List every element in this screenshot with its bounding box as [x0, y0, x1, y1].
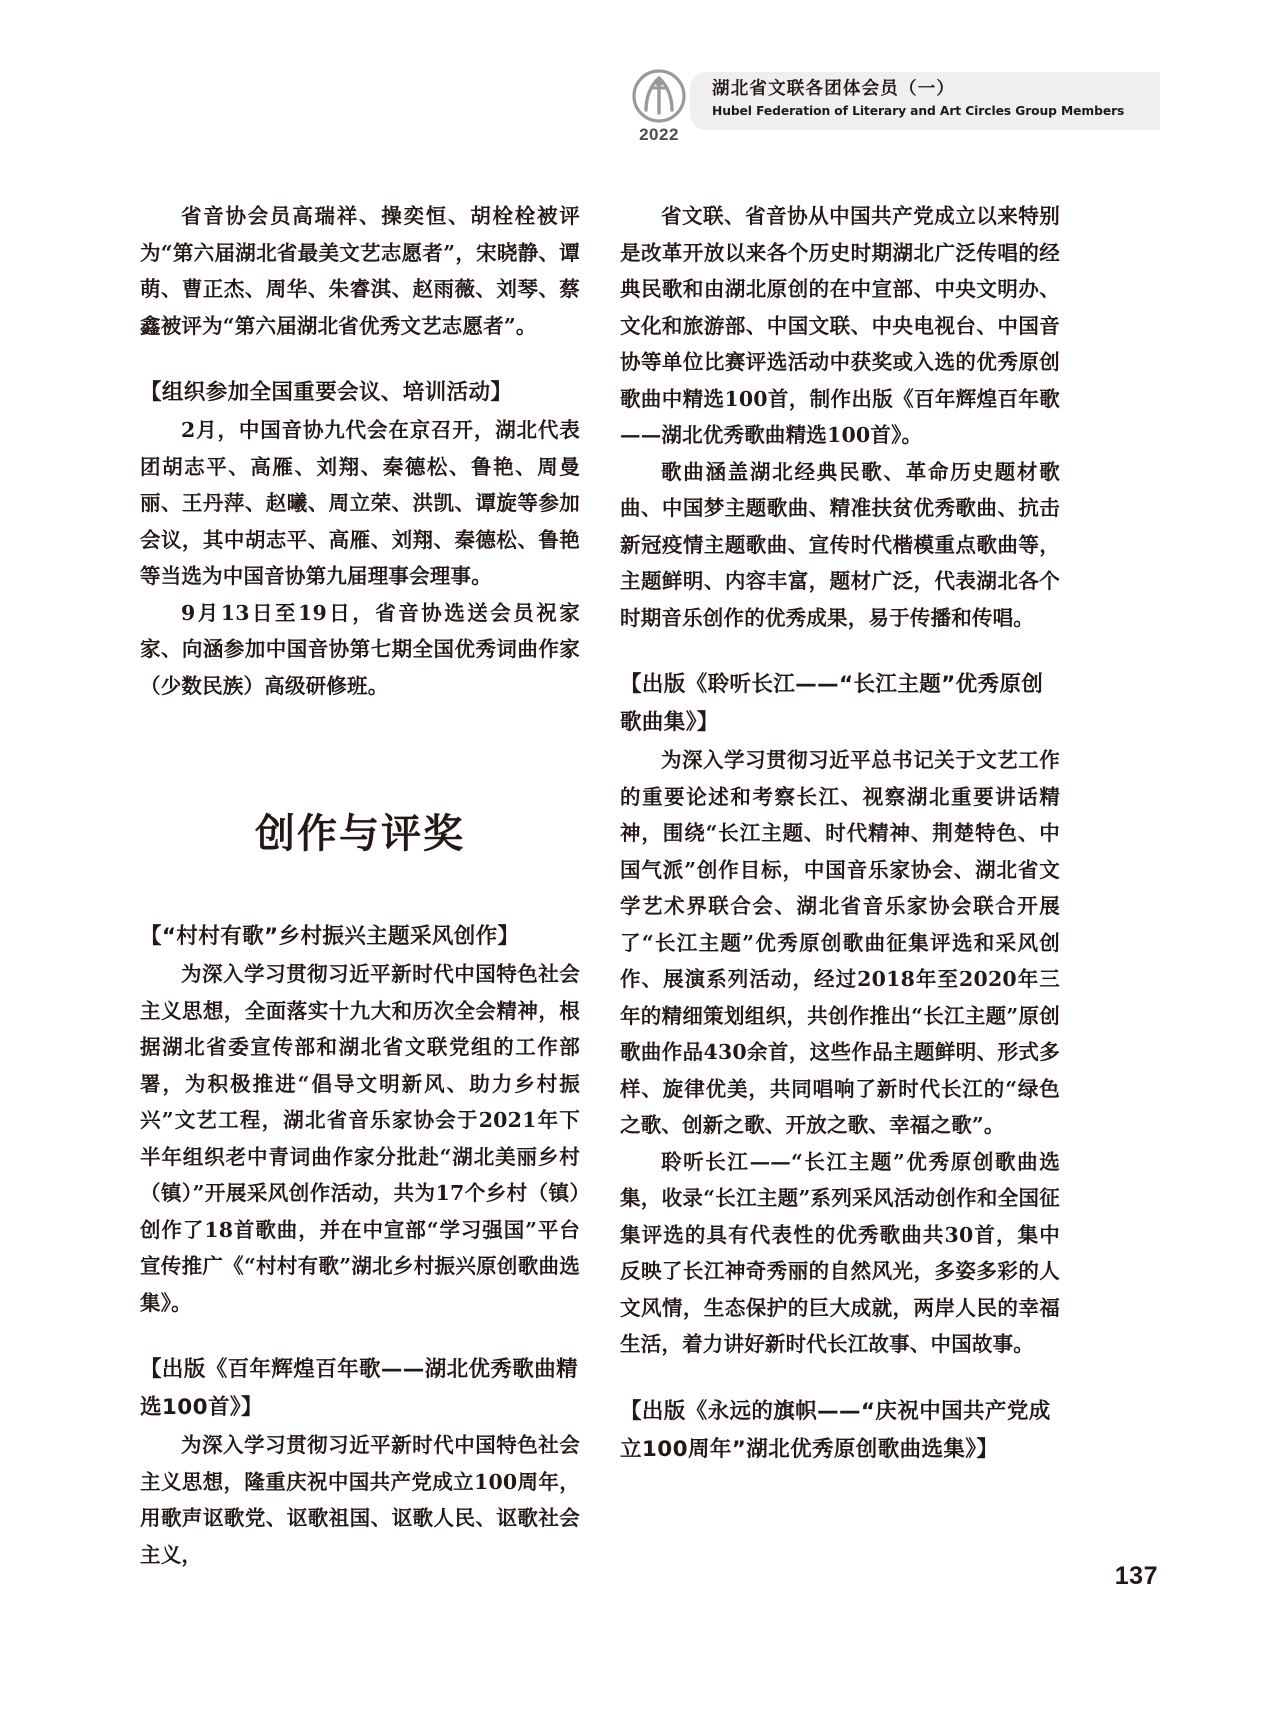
- section-heading-village-songs: 【“村村有歌”乡村振兴主题采风创作】: [140, 924, 520, 949]
- spacer: [620, 636, 1060, 666]
- spacer: [140, 1321, 580, 1351]
- paragraph-ninth-congress: 2月，中国音协九代会在京召开，湖北代表团胡志平、高雁、刘翔、秦德松、鲁艳、周曼丽、王丹萍、赵曦、周立荣、洪凯、谭旋等参加会议，其中胡志平、高雁、刘翔、秦德松、鲁艳等当选为中国音协第九届理事会理事。: [140, 418, 580, 588]
- spacer: [140, 860, 580, 918]
- running-head-title-cn: 湖北省文联各团体会员（一）: [712, 79, 956, 99]
- spacer: [140, 704, 580, 808]
- right-text-column: [620, 198, 1060, 1469]
- spacer: [140, 344, 580, 374]
- section-heading-national-meetings: 【组织参加全国重要会议、培训活动】: [140, 380, 513, 405]
- left-text-column: [140, 198, 580, 1573]
- paragraph-village-songs-body: 为深入学习贯彻习近平新时代中国特色社会主义思想，全面落实十九大和历次全会精神，根据湖北省委宣传部和湖北省文联党组的工作部署，为积极推进“倡导文明新风、助力乡村振兴”文艺工程，湖北省音乐家协会于2021年下半年组织老中青词曲作家分批赴“湖北美丽乡村（镇）”开展采风创作活动，共为17个乡村（镇）创作了18首歌曲，并在中宣部“学习强国”平台宣传推广《“村村有歌”湖北乡村振兴原创歌曲选集》。: [140, 962, 580, 1315]
- logo-year-label: 2022: [639, 125, 679, 144]
- paragraph-seventh-training-class: 9月13日至19日，省音协选送会员祝家家、向涵参加中国音协第七期全国优秀词曲作家（少数民族）高级研修班。: [140, 600, 580, 698]
- spacer: [620, 1363, 1060, 1393]
- section-heading-hundred-years-songs: 【出版《百年辉煌百年歌——湖北优秀歌曲精选100首》】: [140, 1357, 579, 1420]
- paragraph-hundred-years-body: 为深入学习贯彻习近平新时代中国特色社会主义思想，隆重庆祝中国共产党成立100周年，用歌声讴歌党、讴歌祖国、讴歌人民、讴歌社会主义，: [140, 1433, 580, 1567]
- running-head-title-en: Hubel Federation of Literary and Art Circles Group Members: [712, 103, 1125, 118]
- section-heading-eternal-banner: 【出版《永远的旗帜——“庆祝中国共产党成立100周年”湖北优秀原创歌曲选集》】: [620, 1398, 1051, 1462]
- page-running-head: [712, 78, 1162, 118]
- paragraph-song-coverage: 歌曲涵盖湖北经典民歌、革命历史题材歌曲、中国梦主题歌曲、精准扶贫优秀歌曲、抗击新冠疫情主题歌曲、宣传时代楷模重点歌曲等，主题鲜明、内容丰富，题材广泛，代表湖北各个时期音乐创作的优秀成果，易于传播和传唱。: [620, 459, 1060, 630]
- hubei-federation-logo-icon: [631, 68, 687, 124]
- page-number: 137: [1114, 1562, 1158, 1590]
- chapter-title-creation-and-awards: 创作与评奖: [255, 811, 465, 857]
- paragraph-yangtze-collection-content: 聆听长江——“长江主题”优秀原创歌曲选集，收录“长江主题”系列采风活动创作和全国征集评选的具有代表性的优秀歌曲共30首，集中反映了长江神奇秀丽的自然风光，多姿多彩的人文风情，生态保护的巨大成就，两岸人民的幸福生活，着力讲好新时代长江故事、中国故事。: [620, 1149, 1060, 1356]
- paragraph-volunteers-awards: 省音协会员高瑞祥、操奕恒、胡栓栓被评为“第六届湖北省最美文艺志愿者”，宋晓静、谭萌、曹正杰、周华、朱睿淇、赵雨薇、刘琴、蔡鑫被评为“第六届湖北省优秀文艺志愿者”。: [140, 204, 580, 338]
- publication-logo: [626, 68, 692, 148]
- paragraph-selection-100-songs: 省文联、省音协从中国共产党成立以来特别是改革开放以来各个历史时期湖北广泛传唱的经典民歌和由湖北原创的在中宣部、中央文明办、文化和旅游部、中国文联、中央电视台、中国音协等单位比赛评选活动中获奖或入选的优秀原创歌曲中精选100首，制作出版《百年辉煌百年歌——湖北优秀歌曲精选100首》。: [620, 204, 1060, 447]
- paragraph-yangtze-theme-background: 为深入学习贯彻习近平总书记关于文艺工作的重要论述和考察长江、视察湖北重要讲话精神，围绕“长江主题、时代精神、荆楚特色、中国气派”创作目标，中国音乐家协会、湖北省文学艺术界联合会、湖北省音乐家协会联合开展了“长江主题”优秀原创歌曲征集评选和采风创作、展演系列活动，经过2018年至2020年三年的精细策划组织，共创作推出“长江主题”原创歌曲作品430余首，这些作品主题鲜明、形式多样、旋律优美，共同唱响了新时代长江的“绿色之歌、创新之歌、开放之歌、幸福之歌”。: [620, 748, 1060, 1137]
- section-heading-listen-to-yangtze: 【出版《聆听长江——“长江主题”优秀原创歌曲集》】: [620, 672, 1044, 735]
